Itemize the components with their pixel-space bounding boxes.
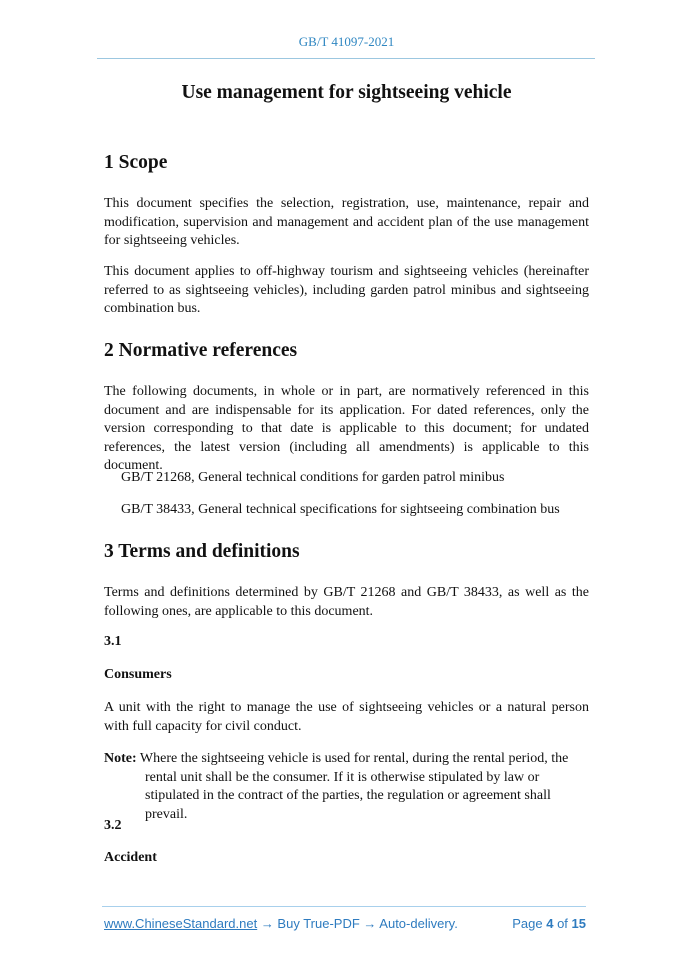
page-indicator: Page 4 of 15 (512, 916, 586, 931)
scope-paragraph-1: This document specifies the selection, registration, use, maintenance, repair and modification, supervision and management and accident plan of the use management for sightseeing vehicles. (104, 196, 589, 249)
term-definition: A unit with the right to manage the use of sightseeing vehicles or a natural person with full capacity for civil conduct. (104, 700, 589, 734)
terms-paragraph: Terms and definitions determined by GB/T 21268 and GB/T 38433, as well as the following ones, are applicable to this document. (104, 585, 589, 619)
document-title: Use management for sightseeing vehicle (181, 82, 512, 103)
website-link[interactable]: www.ChineseStandard.net (104, 916, 258, 931)
heading-scope: 1 Scope (104, 152, 168, 173)
footer (104, 916, 586, 931)
term-note (104, 750, 589, 824)
scope-paragraph-2: This document applies to off-highway tourism and sightseeing vehicles (hereinafter referred to as sightseeing vehicles), including garden patrol minibus and sightseeing combination bus. (104, 264, 589, 317)
footer-tagline: → Buy True-PDF → Auto-delivery. (257, 916, 458, 931)
term-number: 3.2 (104, 818, 122, 833)
note-label: Note: (104, 751, 137, 766)
reference-item: GB/T 38433, General technical specifications for sightseeing combination bus (121, 502, 560, 517)
note-text-first: Where the sightseeing vehicle is used for rental, during the rental period, the (139, 751, 569, 766)
header-divider (97, 58, 595, 59)
normative-paragraph: The following documents, in whole or in part, are normatively referenced in this document and are indispensable for its application. For dated references, only the version corresponding to that date is applicable to this document; for undated references, the latest version (including all amendments) is applicable to this document. (104, 384, 589, 474)
note-text-rest: rental unit shall be the consumer. If it is otherwise stipulated by law or stipulated in the contract of the parties, the regulation or agreement shall prevail. (145, 769, 551, 822)
document-code-header: GB/T 41097-2021 (298, 34, 395, 49)
term-name: Consumers (104, 667, 172, 682)
heading-normative-references: 2 Normative references (104, 340, 298, 361)
reference-item: GB/T 21268, General technical conditions for garden patrol minibus (121, 470, 505, 485)
term-number: 3.1 (104, 634, 122, 649)
heading-terms-definitions: 3 Terms and definitions (104, 541, 300, 562)
footer-divider (102, 906, 586, 907)
term-name: Accident (104, 850, 157, 865)
